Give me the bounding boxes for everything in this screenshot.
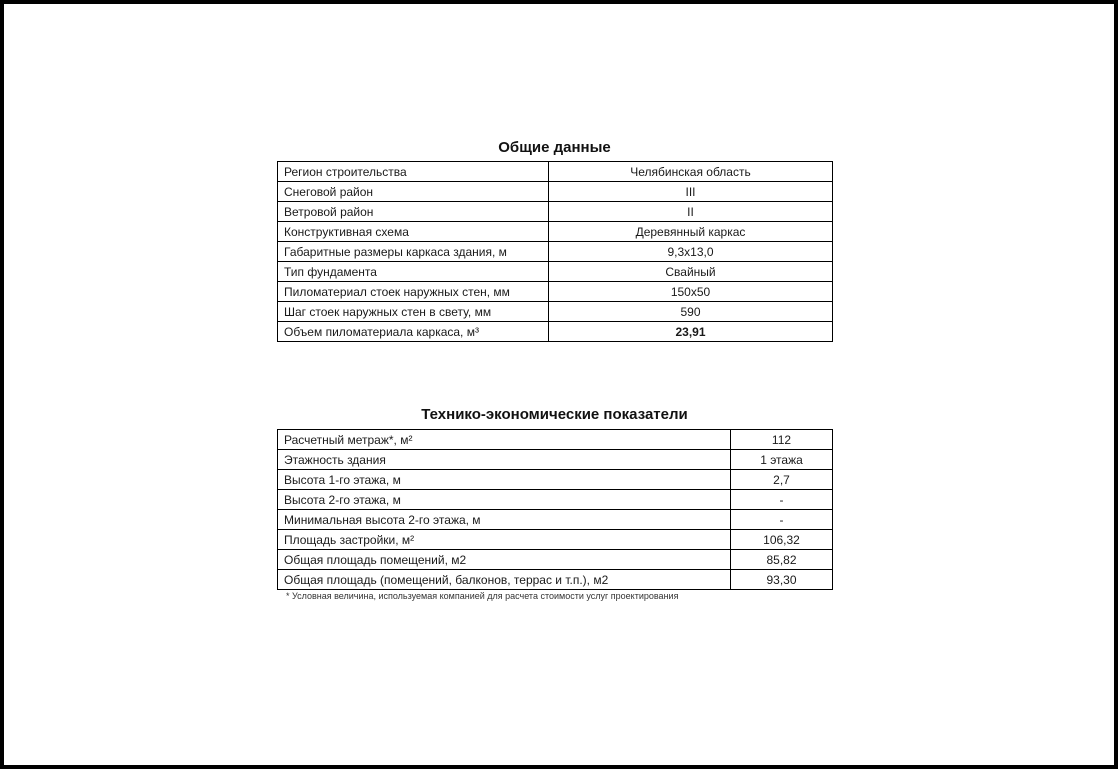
- row-label: Конструктивная схема: [278, 222, 549, 242]
- row-value: III: [549, 182, 833, 202]
- row-value: 93,30: [731, 570, 833, 590]
- row-value: 9,3x13,0: [549, 242, 833, 262]
- table-row: [278, 550, 833, 570]
- row-label: Высота 1-го этажа, м: [278, 470, 731, 490]
- table-row: [278, 470, 833, 490]
- table-row: [278, 262, 833, 282]
- row-label: Этажность здания: [278, 450, 731, 470]
- row-value: 1 этажа: [731, 450, 833, 470]
- row-label: Ветровой район: [278, 202, 549, 222]
- row-label: Регион строительства: [278, 162, 549, 182]
- footnote-text: * Условная величина, используемая компанией для расчета стоимости услуг проектирования: [286, 591, 679, 601]
- row-value: 2,7: [731, 470, 833, 490]
- row-label: Высота 2-го этажа, м: [278, 490, 731, 510]
- table-row: [278, 282, 833, 302]
- table-row: [278, 450, 833, 470]
- row-value: 23,91: [549, 322, 833, 342]
- row-label: Габаритные размеры каркаса здания, м: [278, 242, 549, 262]
- row-value: 85,82: [731, 550, 833, 570]
- row-value: 590: [549, 302, 833, 322]
- table-row: [278, 202, 833, 222]
- row-label: Шаг стоек наружных стен в свету, мм: [278, 302, 549, 322]
- table-row: [278, 182, 833, 202]
- row-value: -: [731, 490, 833, 510]
- row-label: Снеговой район: [278, 182, 549, 202]
- row-label: Общая площадь помещений, м2: [278, 550, 731, 570]
- general-data-table: [277, 161, 833, 342]
- table-row: [278, 302, 833, 322]
- table-row: [278, 222, 833, 242]
- general-table-title: Общие данные: [498, 139, 611, 156]
- row-value: 112: [731, 430, 833, 450]
- row-value: Челябинская область: [549, 162, 833, 182]
- table-row: [278, 530, 833, 550]
- table-row: [278, 570, 833, 590]
- row-label: Объем пиломатериала каркаса, м³: [278, 322, 549, 342]
- table-row: [278, 430, 833, 450]
- table-row: [278, 162, 833, 182]
- row-value: 106,32: [731, 530, 833, 550]
- tech-table-title: Технико-экономические показатели: [421, 406, 688, 423]
- row-value: Свайный: [549, 262, 833, 282]
- tech-table-body: [278, 430, 833, 590]
- table-row: [278, 322, 833, 342]
- row-value: II: [549, 202, 833, 222]
- row-label: Пиломатериал стоек наружных стен, мм: [278, 282, 549, 302]
- row-value: Деревянный каркас: [549, 222, 833, 242]
- table-row: [278, 510, 833, 530]
- row-label: Минимальная высота 2-го этажа, м: [278, 510, 731, 530]
- row-label: Общая площадь (помещений, балконов, террас и т.п.), м2: [278, 570, 731, 590]
- row-value: 150x50: [549, 282, 833, 302]
- row-label: Площадь застройки, м²: [278, 530, 731, 550]
- row-label: Расчетный метраж*, м²: [278, 430, 731, 450]
- table-row: [278, 490, 833, 510]
- row-value: -: [731, 510, 833, 530]
- general-table-body: [278, 162, 833, 342]
- tech-indicators-table: [277, 429, 833, 590]
- row-label: Тип фундамента: [278, 262, 549, 282]
- table-row: [278, 242, 833, 262]
